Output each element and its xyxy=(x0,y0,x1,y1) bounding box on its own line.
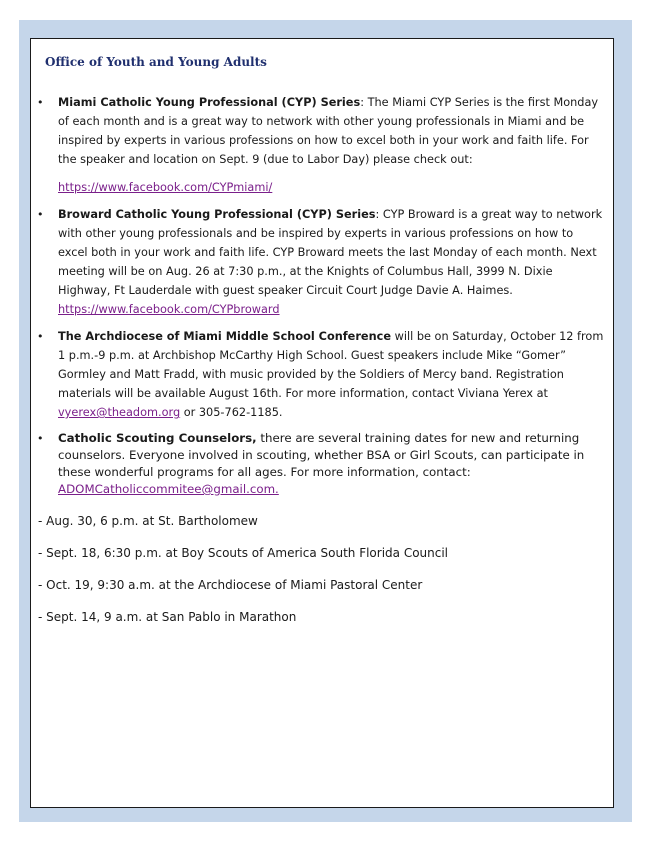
date-item: - Oct. 19, 9:30 a.m. at the Archdiocese of Miami Pastoral Center xyxy=(38,578,423,592)
content-area xyxy=(31,93,615,628)
item-text: will be on Saturday, October 12 from 1 p.m.-9 p.m. at Archbishop McCarthy High School. Guest speakers include Mike “Gomer” Gormley and Matt Fradd, with music provided by the Soldiers of Mercy band. Registration materials will be available August 16th. For more information, contact Viviana Yerex at xyxy=(58,330,604,400)
list-item-broward-cyp xyxy=(31,205,615,319)
item-text: : CYP Broward is a great way to network with other young professionals and be inspired by experts in various professions on how to excel both in your work and faith life. CYP Broward meets the last Monday of each month. Next meeting will be on Aug. 26 at 7:30 p.m., at the Knights of Columbus Hall, 3999 N. Dixie Highway, Ft Lauderdale with guest speaker Circuit Court Judge Davie A. Haimes. xyxy=(58,208,603,297)
item-paragraph xyxy=(58,327,605,422)
list-item-miami-cyp xyxy=(31,93,615,197)
date-item: - Sept. 14, 9 a.m. at San Pablo in Marathon xyxy=(38,610,297,624)
bullet-icon: • xyxy=(37,208,44,221)
bullet-icon: • xyxy=(37,96,44,109)
item-title: Miami Catholic Young Professional (CYP) Series xyxy=(58,96,361,109)
bullet-icon: • xyxy=(37,330,44,343)
item-title: Broward Catholic Young Professional (CYP) Series xyxy=(58,208,376,221)
item-text: there are several training dates for new and returning counselors. Everyone involved in scouting, whether BSA or Girl Scouts, can participate in these wonderful programs for all ages. For more information, contact: xyxy=(58,431,585,479)
item-title: The Archdiocese of Miami Middle School Conference xyxy=(58,330,391,343)
item-title: Catholic Scouting Counselors, xyxy=(58,431,257,445)
email-vyerex-link[interactable]: vyerex@theadom.org xyxy=(58,406,181,419)
item-text: : The Miami CYP Series is the first Monday of each month and is a great way to network with other young professionals in Miami and be inspired by experts in various professions on how to excel both in your work and faith life. For the speaker and location on Sept. 9 (due to Labor Day) please check out: xyxy=(58,96,599,166)
document-page xyxy=(30,38,614,808)
item-paragraph xyxy=(58,205,605,319)
date-item: - Aug. 30, 6 p.m. at St. Bartholomew xyxy=(38,514,258,528)
date-item: - Sept. 18, 6:30 p.m. at Boy Scouts of America South Florida Council xyxy=(38,546,449,560)
bullet-icon: • xyxy=(37,432,44,445)
item-text-tail: or 305-762-1185. xyxy=(180,406,283,419)
page-title: Office of Youth and Young Adults xyxy=(45,55,267,69)
facebook-cypmiami-link[interactable]: https://www.facebook.com/CYPmiami/ xyxy=(58,181,273,194)
list-item-scouting-counselors xyxy=(31,430,615,498)
list-item-middle-school-conference xyxy=(31,327,615,422)
item-paragraph xyxy=(58,430,605,498)
item-link-line xyxy=(58,178,605,197)
facebook-cypbroward-link[interactable]: https://www.facebook.com/CYPbroward xyxy=(58,303,280,316)
item-paragraph xyxy=(58,93,605,169)
email-adomcatholic-link[interactable]: ADOMCatholiccommitee@gmail.com. xyxy=(58,482,279,496)
